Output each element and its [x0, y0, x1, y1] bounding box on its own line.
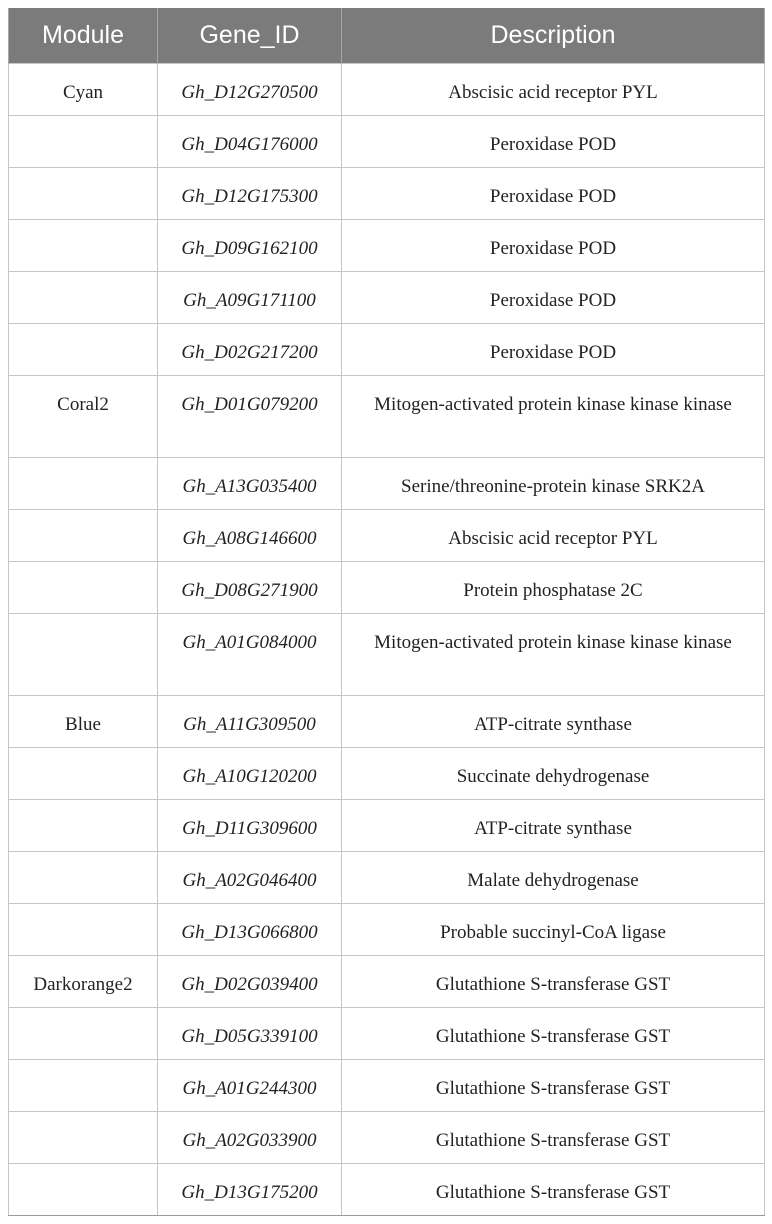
table-row [9, 562, 765, 614]
description-cell: Serine/threonine-protein kinase SRK2A [342, 458, 765, 510]
gene-id-cell: Gh_A10G120200 [158, 748, 342, 800]
module-cell [9, 1112, 158, 1164]
module-cell [9, 800, 158, 852]
gene-id-cell: Gh_A02G033900 [158, 1112, 342, 1164]
gene-id-cell: Gh_D08G271900 [158, 562, 342, 614]
gene-id-cell: Gh_A11G309500 [158, 696, 342, 748]
gene-id-cell: Gh_A13G035400 [158, 458, 342, 510]
table-row [9, 904, 765, 956]
gene-id-cell: Gh_D02G039400 [158, 956, 342, 1008]
module-cell [9, 1008, 158, 1060]
description-cell: Probable succinyl-CoA ligase [342, 904, 765, 956]
gene-id-cell: Gh_A02G046400 [158, 852, 342, 904]
table-row [9, 324, 765, 376]
module-cell [9, 904, 158, 956]
table-row [9, 1112, 765, 1164]
table-row [9, 1060, 765, 1112]
description-cell: Glutathione S-transferase GST [342, 1060, 765, 1112]
module-cell [9, 510, 158, 562]
module-cell: Coral2 [9, 376, 158, 458]
gene-id-cell: Gh_D05G339100 [158, 1008, 342, 1060]
description-cell: Abscisic acid receptor PYL [342, 64, 765, 116]
header-gene-id: Gene_ID [158, 8, 342, 64]
gene-id-cell: Gh_D11G309600 [158, 800, 342, 852]
table-row [9, 272, 765, 324]
description-cell: Abscisic acid receptor PYL [342, 510, 765, 562]
module-cell [9, 1060, 158, 1112]
module-cell [9, 220, 158, 272]
module-cell [9, 168, 158, 220]
description-cell: Peroxidase POD [342, 220, 765, 272]
module-cell: Cyan [9, 64, 158, 116]
table-row [9, 696, 765, 748]
description-cell: Glutathione S-transferase GST [342, 1164, 765, 1216]
gene-id-cell: Gh_D01G079200 [158, 376, 342, 458]
module-cell [9, 116, 158, 168]
description-cell: Peroxidase POD [342, 324, 765, 376]
module-cell [9, 1164, 158, 1216]
description-cell: Peroxidase POD [342, 272, 765, 324]
header-row [9, 8, 765, 64]
module-cell [9, 852, 158, 904]
gene-id-cell: Gh_D04G176000 [158, 116, 342, 168]
header-module: Module [9, 8, 158, 64]
table-row [9, 64, 765, 116]
gene-id-cell: Gh_A09G171100 [158, 272, 342, 324]
description-cell: Glutathione S-transferase GST [342, 956, 765, 1008]
gene-id-cell: Gh_D02G217200 [158, 324, 342, 376]
table-row [9, 510, 765, 562]
table-row [9, 800, 765, 852]
description-cell: Protein phosphatase 2C [342, 562, 765, 614]
description-cell: Glutathione S-transferase GST [342, 1112, 765, 1164]
table-row [9, 376, 765, 458]
module-cell [9, 324, 158, 376]
table-row [9, 220, 765, 272]
table-row [9, 1008, 765, 1060]
module-cell: Darkorange2 [9, 956, 158, 1008]
header-description: Description [342, 8, 765, 64]
gene-id-cell: Gh_D12G175300 [158, 168, 342, 220]
description-cell: ATP-citrate synthase [342, 696, 765, 748]
table-row [9, 458, 765, 510]
module-cell [9, 562, 158, 614]
description-cell: Malate dehydrogenase [342, 852, 765, 904]
module-cell [9, 614, 158, 696]
description-cell: ATP-citrate synthase [342, 800, 765, 852]
gene-id-cell: Gh_D13G066800 [158, 904, 342, 956]
table-row [9, 1164, 765, 1216]
module-cell [9, 748, 158, 800]
gene-id-cell: Gh_D09G162100 [158, 220, 342, 272]
gene-id-cell: Gh_D12G270500 [158, 64, 342, 116]
description-cell: Succinate dehydrogenase [342, 748, 765, 800]
table-row [9, 956, 765, 1008]
table-header [9, 8, 765, 64]
table-body [9, 64, 765, 1216]
gene-id-cell: Gh_A01G084000 [158, 614, 342, 696]
gene-module-table [8, 8, 765, 1216]
gene-id-cell: Gh_A08G146600 [158, 510, 342, 562]
table-row [9, 748, 765, 800]
module-cell [9, 458, 158, 510]
module-cell [9, 272, 158, 324]
description-cell: Mitogen-activated protein kinase kinase kinase [342, 376, 765, 458]
table-row [9, 168, 765, 220]
description-cell: Peroxidase POD [342, 168, 765, 220]
table-row [9, 614, 765, 696]
description-cell: Mitogen-activated protein kinase kinase kinase [342, 614, 765, 696]
module-cell: Blue [9, 696, 158, 748]
description-cell: Glutathione S-transferase GST [342, 1008, 765, 1060]
table-row [9, 852, 765, 904]
gene-id-cell: Gh_D13G175200 [158, 1164, 342, 1216]
description-cell: Peroxidase POD [342, 116, 765, 168]
table-row [9, 116, 765, 168]
gene-id-cell: Gh_A01G244300 [158, 1060, 342, 1112]
